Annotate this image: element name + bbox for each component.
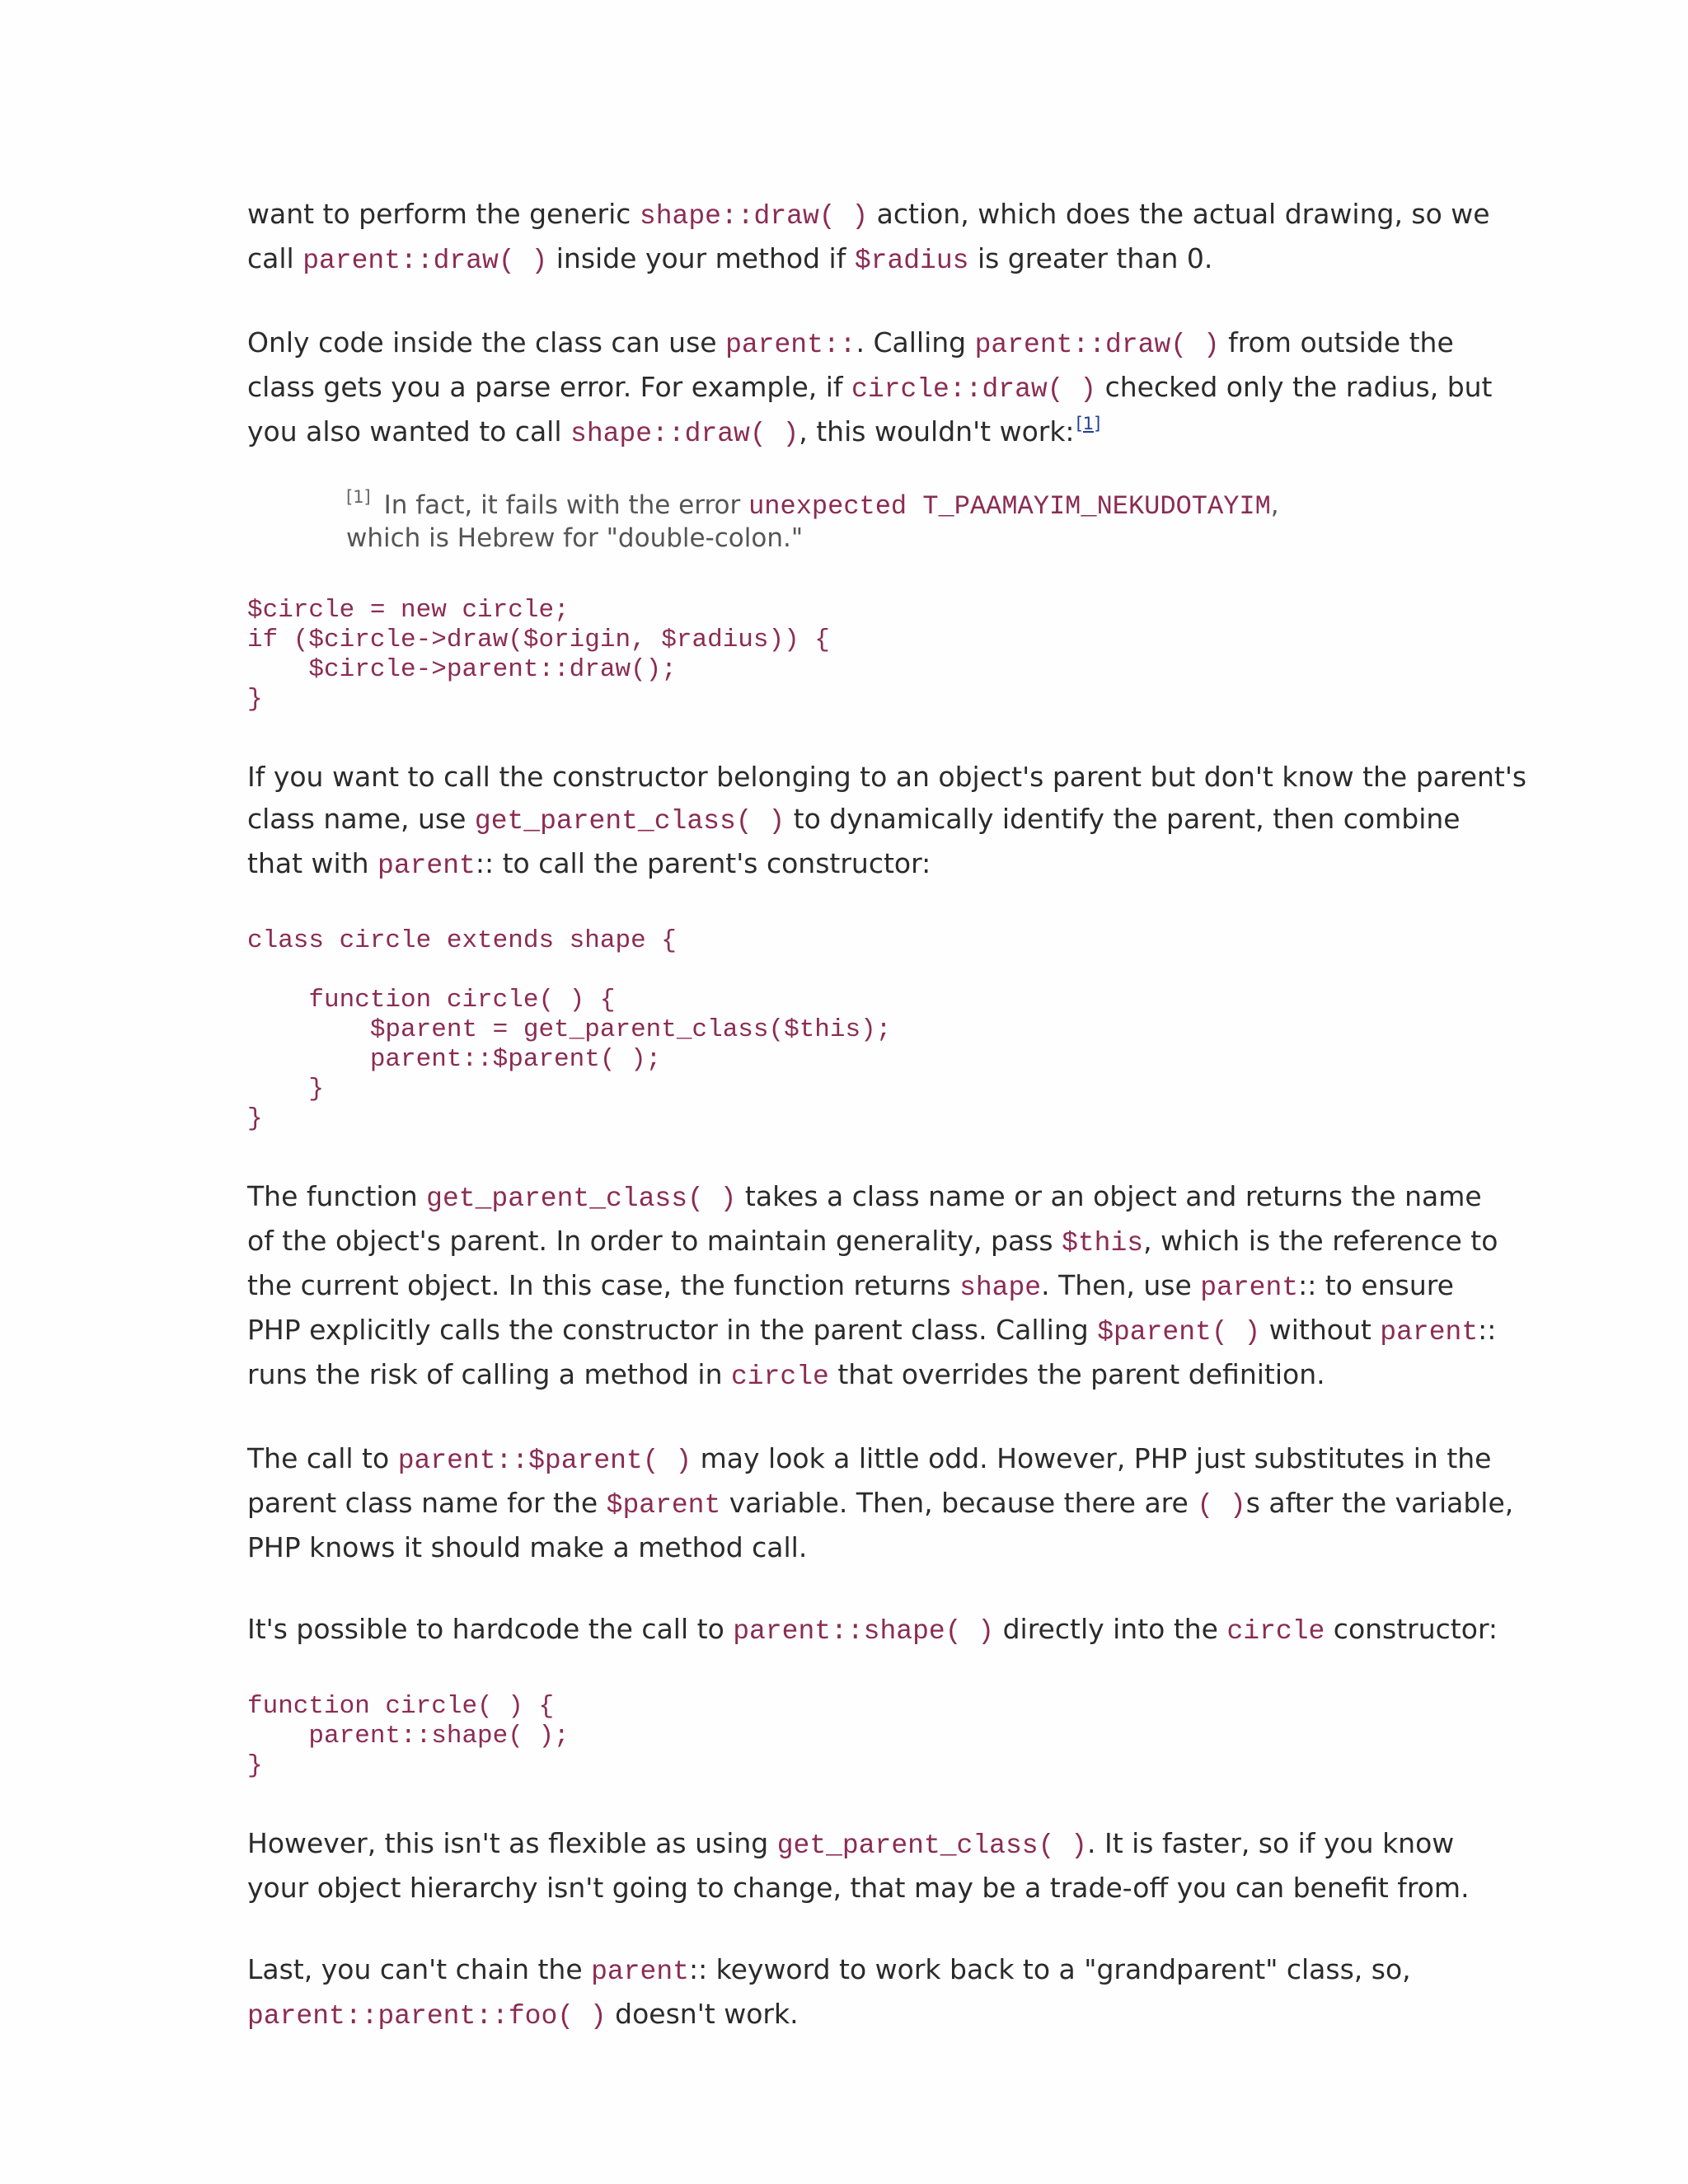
inline-code: ( ) (1197, 1490, 1246, 1521)
inline-code: circle (1226, 1616, 1325, 1647)
inline-code: parent (591, 1957, 689, 1987)
inline-code: parent::draw( ) (302, 246, 548, 276)
inline-code: parent:: (725, 330, 856, 360)
inline-code: parent::shape( ) (733, 1616, 995, 1647)
inline-code: $radius (854, 246, 969, 276)
paragraph-grandparent: Last, you can't chain the parent:: keyword to work back to a "grandparent" class, so, parent::parent::foo( ) doesn't work. (247, 1953, 1411, 2032)
document-page (247, 193, 1527, 2037)
inline-code: shape::draw( ) (639, 201, 869, 232)
paragraph-parent-scope: Only code inside the class can use parent::. Calling parent::draw( ) from outside the class gets you a parse error. For example, if circle::draw( ) checked only the radius, but you also wanted to call shape::draw( ), this wouldn't work:[1] (247, 326, 1493, 449)
inline-code: parent (377, 851, 476, 881)
paragraph-flexibility: However, this isn't as flexible as using get_parent_class( ). It is faster, so if you know your object hierarchy isn't going to change, that may be a trade-off you can benefit from. (247, 1827, 1470, 1904)
code-block-class-circle: class circle extends shape { function circle( ) { $parent = get_parent_class($this); parent::$parent( ); } } (247, 926, 892, 1133)
inline-code: unexpected T_PAAMAYIM_NEKUDOTAYIM (748, 491, 1271, 522)
inline-code: parent::draw( ) (974, 330, 1220, 360)
paragraph-draw-radius: want to perform the generic shape::draw( ) action, which does the actual drawing, so we call parent::draw( ) inside your method if $radius is greater than 0. (247, 198, 1490, 276)
paragraph-hardcode-call: It's possible to hardcode the call to parent::shape( ) directly into the circle constructor: (247, 1613, 1498, 1647)
inline-code: shape (959, 1272, 1042, 1303)
inline-code: parent (1380, 1317, 1479, 1347)
inline-code: shape::draw( ) (570, 419, 799, 449)
code-block-circle-draw: $circle = new circle; if ($circle->draw($origin, $radius)) { $circle->parent::draw(); } (247, 596, 830, 714)
inline-code: parent::$parent( ) (397, 1446, 692, 1476)
inline-code: $parent( ) (1097, 1317, 1261, 1347)
paragraph-constructor-parent: If you want to call the constructor belonging to an object's parent but don't know the parent's class name, use get_parent_class( ) to dynamically identify the parent, then combine that with parent:: to call the parent's constructor: (247, 761, 1527, 881)
code-block-hardcoded-constructor: function circle( ) { parent::shape( ); } (247, 1692, 570, 1780)
inline-code: $parent (606, 1490, 721, 1521)
paragraph-variable-method-call: The call to parent::$parent( ) may look a little odd. However, PHP just substitutes in the parent class name for the $parent variable. Then, because there are ( )s after the variable, PHP knows it should make a method call. (247, 1442, 1514, 1563)
inline-code: get_parent_class( ) (474, 806, 785, 837)
inline-code: parent::parent::foo( ) (247, 2001, 607, 2032)
inline-code: parent (1200, 1272, 1299, 1303)
paragraph-get-parent-class: The function get_parent_class( ) takes a class name or an object and returns the name of the object's parent. In order to maintain generality, pass $this, which is the reference to the current object. In this case, the function returns shape. Then, use parent:: to ensure PHP explicitly calls the constructor in the parent class. Calling $parent( ) without parent:: runs the risk of calling a method in circle that overrides the parent definition. (247, 1180, 1498, 1392)
inline-code: $this (1062, 1228, 1144, 1258)
footnote: [1] In fact, it fails with the error unexpected T_PAAMAYIM_NEKUDOTAYIM, which is Hebrew for "double-colon." (346, 487, 1279, 553)
inline-code: get_parent_class( ) (426, 1183, 737, 1214)
inline-code: get_parent_class( ) (776, 1830, 1087, 1861)
inline-code: circle::draw( ) (851, 374, 1097, 405)
footnote-mark: [1] (346, 487, 371, 507)
footnote-link[interactable]: [1] (1076, 414, 1101, 434)
inline-code: circle (731, 1361, 829, 1392)
